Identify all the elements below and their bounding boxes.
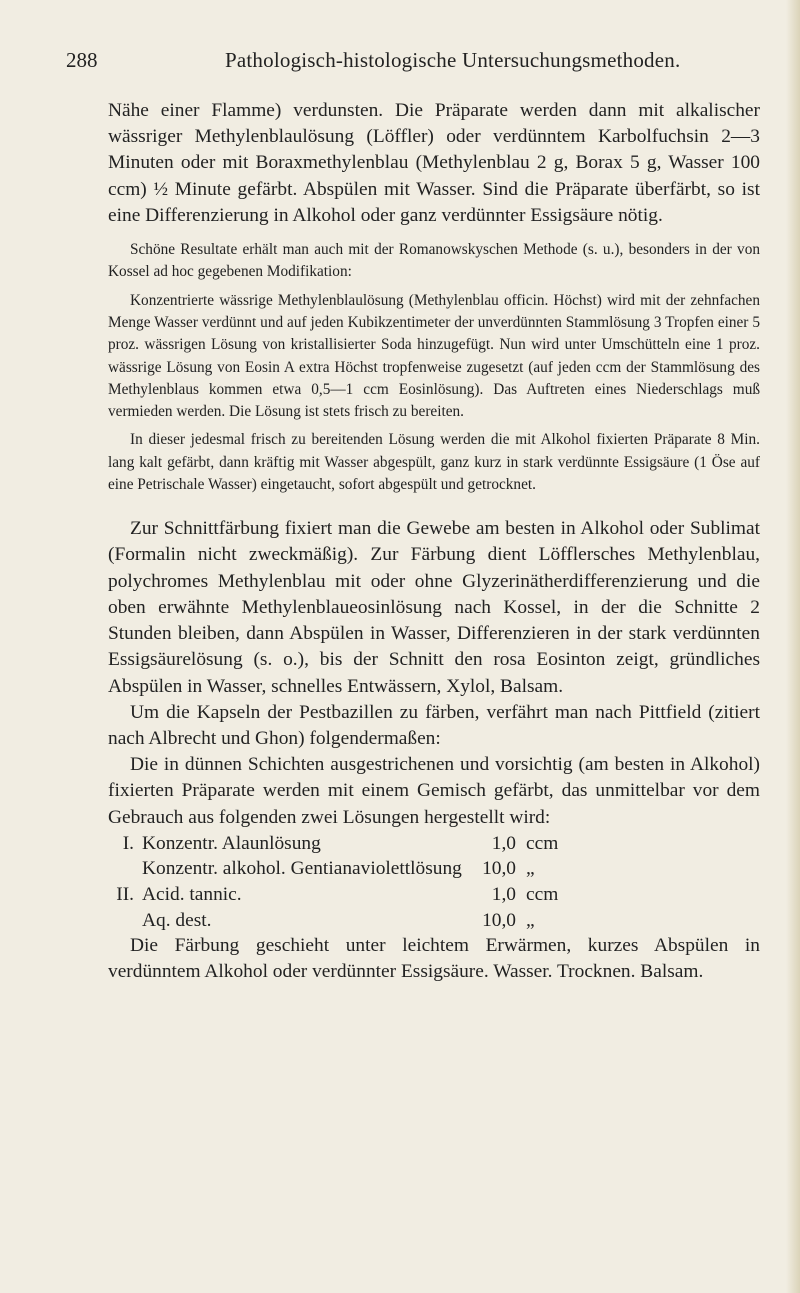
paragraph-intro: Nähe einer Flamme) verdunsten. Die Präparate werden dann mit alkalischer wässriger Methylenblaulösung (Löffler) oder verdünntem Karbolfuchsin 2—3 Minuten oder mit Boraxmethylenblau (Methylenblau 2 g, Borax 5 g, Wasser 100 ccm) ½ Minute gefärbt. Abspülen mit Wasser. Sind die Präparate überfärbt, so ist eine Differenzierung in Alkohol oder ganz verdünnter Essigsäure nötig.: [108, 100, 760, 226]
recipe-unit: „: [526, 858, 535, 880]
recipe-unit: ccm: [526, 883, 559, 905]
recipe-row: [108, 908, 760, 934]
recipe-ingredient: Acid. tannic.: [142, 883, 242, 905]
page-edge-shadow: [786, 0, 800, 1293]
paragraph-capsule-staining: Um die Kapseln der Pestbazillen zu färben, verfährt man nach Pittfield (zitiert nach Albrecht und Ghon) folgendermaßen:: [108, 701, 760, 749]
running-head: Pathologisch-histologische Untersuchungsmethoden.: [225, 48, 681, 72]
page-header: [66, 48, 756, 78]
recipe-number: II.: [116, 883, 134, 905]
paragraph-section-staining: Zur Schnittfärbung fixiert man die Gewebe am besten in Alkohol oder Sublimat (Formalin nicht zweckmäßig). Zur Färbung dient Löfflersches Methylenblau, polychromes Methylenblau mit oder ohne Glyzerinätherdifferenzierung und die oben erwähnte Methylenblaueosinlösung nach Kossel, in der die Schnitte 2 Stunden bleiben, dann Abspülen in Wasser, Differenzieren in der stark verdünnten Essigsäurelösung (s. o.), bis der Schnitt den rosa Eosinton zeigt, gründliches Abspülen in Wasser, schnelles Entwässern, Xylol, Balsam.: [108, 518, 760, 697]
recipe-amount: 1,0: [491, 832, 516, 854]
page-number: 288: [66, 48, 98, 72]
recipe-amount: 10,0: [482, 858, 516, 880]
recipe-ingredient: Aq. dest.: [142, 909, 212, 931]
recipe-row: [108, 831, 760, 857]
paragraph-mixture: Die in dünnen Schichten ausgestrichenen und vorsichtig (am besten in Alkohol) fixierten Präparate werden mit einem Gemisch gefärbt, das unmittelbar vor dem Gebrauch aus folgenden zwei Lösungen hergestellt wird:: [108, 754, 760, 828]
recipe-amount: 10,0: [482, 909, 516, 931]
recipe-unit: „: [526, 909, 535, 931]
recipe-ingredient: Konzentr. Alaunlösung: [142, 832, 321, 854]
small-paragraph-kossel-solution: Konzentrierte wässrige Methylenblaulösung (Methylenblau officin. Höchst) wird mit der zehnfachen Menge Wasser verdünnt und auf jeden Kubikzentimeter der unverdünnten Stammlösung 3 Tropfen einer 5 proz. wässrigen Lösung von kristallisierter Soda hinzugefügt. Nun wird unter Umschütteln eine 1 proz. wässrige Lösung von Eosin A extra Höchst tropfenweise zugesetzt (auf jeden ccm der Stammlösung des Methylenblaus kommen etwa 0,5—1 ccm Eosinlösung). Das Auftreten eines Niederschlags muß vermieden werden. Die Lösung ist stets frisch zu bereiten.: [108, 291, 760, 421]
recipe-row: [108, 882, 760, 908]
small-print-block: [108, 239, 760, 496]
recipe-amount: 1,0: [491, 883, 516, 905]
paragraph-final-steps: Die Färbung geschieht unter leichtem Erwärmen, kurzes Abspülen in verdünntem Alkohol oder verdünnter Essigsäure. Wasser. Trocknen. Balsam.: [108, 935, 760, 983]
page-body: [108, 98, 760, 986]
recipe-unit: ccm: [526, 832, 559, 854]
recipe-list: [108, 831, 760, 933]
small-paragraph-staining-procedure: In dieser jedesmal frisch zu bereitenden Lösung werden die mit Alkohol fixierten Präparate 8 Min. lang kalt gefärbt, dann kräftig mit Wasser abgespült, ganz kurz in stark verdünnte Essigsäure (1 Öse auf eine Petrischale Wasser) eingetaucht, sofort abgespült und getrocknet.: [108, 431, 760, 493]
recipe-row: [108, 856, 760, 882]
recipe-ingredient: Konzentr. alkohol. Gentianaviolettlösung: [142, 858, 462, 880]
recipe-number: I.: [122, 832, 134, 854]
small-paragraph-romanowsky: Schöne Resultate erhält man auch mit der Romanowskyschen Methode (s. u.), besonders in der von Kossel ad hoc gegebenen Modifikation:: [108, 241, 760, 281]
